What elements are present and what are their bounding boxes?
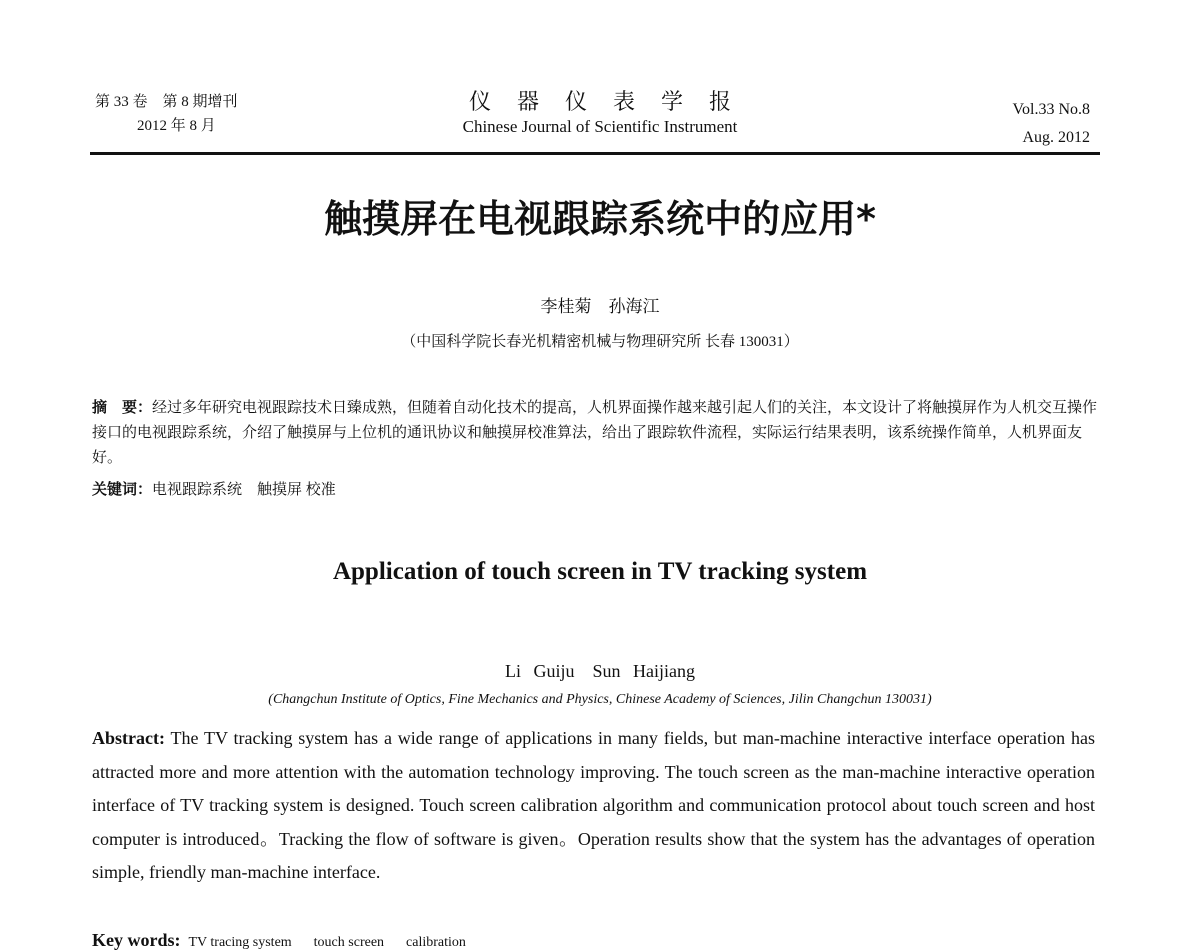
journal-name-cn: 仪器仪表学报	[468, 89, 757, 114]
keywords-label-en: Key words:	[92, 930, 181, 950]
keyword: touch screen	[313, 935, 385, 950]
affiliation-cn: （中国科学院长春光机精密机械与物理研究所 长春 130031）	[401, 334, 799, 350]
header-rule	[90, 152, 1100, 155]
keyword: calibration	[406, 935, 466, 950]
abstract-en	[92, 722, 1095, 890]
abstract-label-cn: 摘 要：	[92, 400, 153, 416]
keywords-cn	[92, 478, 336, 499]
abstract-text-cn: 经过多年研究电视跟踪技术日臻成熟，但随着自动化技术的提高，人机界面操作越来越引起人们的关注，本文设计了将触摸屏作为人机交互操作接口的电视跟踪系统，介绍了触摸屏与上位机的通讯协议和触摸屏校准算法，给出了跟踪软件流程，实际运行结果表明，该系统操作简单，人机界面友好。	[92, 400, 1098, 466]
volume-issue-en: Vol.33 No.8	[1012, 101, 1090, 118]
keywords-label-cn: 关键词：	[92, 482, 153, 498]
authors-cn: 李桂菊 孙海江	[540, 297, 660, 316]
keywords-en	[92, 930, 488, 951]
title-en: Application of touch screen in TV tracking system	[332, 558, 868, 585]
volume-issue-cn: 第 33 卷 第 8 期增刊	[95, 94, 238, 110]
abstract-cn	[92, 396, 1102, 471]
date-cn: 2012 年 8 月	[137, 118, 216, 134]
abstract-text-en: The TV tracking system has a wide range of applications in many fields, but man-machine interactive interface operation has attracted more and more attention with the automation technology improving. The touch screen as the man-machine interactive operation interface of TV tracking system is designed. Touch screen calibration algorithm and communication protocol about touch screen and host computer is introduced。Tracking the flow of software is given。Operation results show that the system has the advantages of operation simple, friendly man-machine interface.	[92, 728, 1095, 882]
header-right	[1013, 96, 1091, 152]
date-en: Aug. 2012	[1022, 129, 1090, 146]
authors-en: Li Guiju Sun Haijiang	[505, 661, 695, 681]
keywords-text-cn: 电视跟踪系统 触摸屏 校准	[152, 482, 336, 498]
journal-name-en: Chinese Journal of Scientific Instrument	[462, 117, 738, 136]
title-cn: 触摸屏在电视跟踪系统中的应用*	[324, 197, 876, 241]
keyword: TV tracing system	[188, 935, 292, 950]
abstract-label-en: Abstract:	[92, 728, 165, 748]
affiliation-en: (Changchun Institute of Optics, Fine Mechanics and Physics, Chinese Academy of Sciences, Jilin Changchun 130031)	[268, 692, 932, 707]
